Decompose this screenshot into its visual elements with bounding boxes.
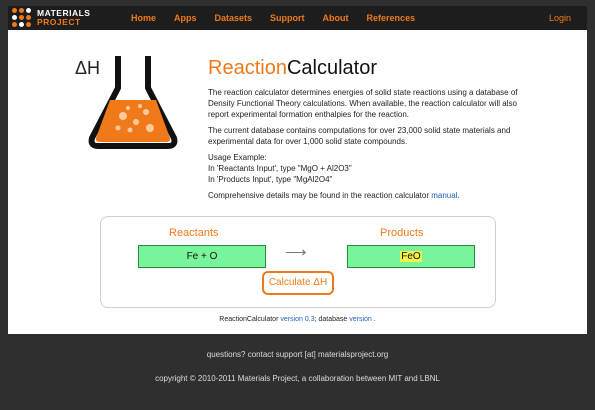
version-middle: ; database [314, 316, 350, 323]
usage-example [208, 152, 533, 185]
nav-item-datasets[interactable]: Datasets [214, 13, 253, 23]
manual-link[interactable]: manual [431, 191, 458, 200]
description [208, 87, 533, 206]
usage-line-products: In 'Products Input', type "MgAl2O4" [208, 175, 333, 184]
usage-line-reactants: In 'Reactants Input', type "MgO + Al2O3" [208, 164, 352, 173]
footer-copyright: copyright © 2010-2011 Materials Project, a collaboration between MIT and LBNL [155, 374, 440, 383]
nav-item-about[interactable]: About [322, 13, 349, 23]
delta-h-label: ΔH [75, 58, 101, 78]
reaction-arrow-icon: ⟶ [285, 244, 307, 261]
logo-text-line2: PROJECT [37, 17, 81, 27]
nav-item-references[interactable]: References [366, 13, 416, 23]
calculate-button[interactable]: Calculate ΔH [262, 271, 334, 295]
database-version-link[interactable]: version [349, 316, 372, 323]
calculator-panel [100, 216, 496, 308]
main-content [8, 30, 587, 334]
footer-contact: questions? contact support [at] materialsproject.org [206, 350, 389, 359]
nav-item-support[interactable]: Support [270, 13, 305, 23]
details-paragraph [208, 190, 533, 201]
logo-text-line1: MATERIALS [37, 8, 91, 18]
page-title [208, 57, 377, 80]
description-paragraph-1: The reaction calculator determines energies of solid state reactions using a database of Density Functional Theory calculations. When available, the reaction calculator will also report experimental formation enthalpies for the reaction. [208, 88, 518, 119]
login-link[interactable]: Login [548, 13, 571, 23]
details-text: Comprehensive details may be found in the reaction calculator [208, 191, 432, 200]
logo-icon [12, 8, 34, 28]
nav-item-home[interactable]: Home [131, 13, 157, 23]
reactants-label: Reactants [169, 227, 219, 239]
description-paragraph-2: The current database contains computations for over 23,000 solid state materials and experimental data for over 1,000 solid state compounds. [208, 126, 511, 146]
top-nav [8, 6, 587, 30]
products-input[interactable] [347, 245, 475, 268]
reactants-input[interactable]: Fe + O [138, 245, 266, 268]
version-prefix: ReactionCalculator [219, 316, 281, 323]
products-input-value: FeO [401, 251, 421, 262]
page-title-calculator: Calculator [286, 57, 377, 79]
nav-menu [131, 6, 433, 30]
logo-text [37, 9, 90, 27]
flask-icon [88, 50, 178, 150]
nav-item-apps[interactable]: Apps [174, 13, 197, 23]
details-suffix: . [457, 191, 460, 200]
version-info [8, 316, 587, 323]
products-label: Products [380, 227, 424, 239]
usage-heading: Usage Example: [208, 153, 267, 162]
page-title-reaction: Reaction [208, 57, 287, 79]
app-version-link[interactable]: version 0.3 [280, 316, 315, 323]
logo[interactable] [12, 8, 90, 28]
version-suffix: . [371, 316, 376, 323]
